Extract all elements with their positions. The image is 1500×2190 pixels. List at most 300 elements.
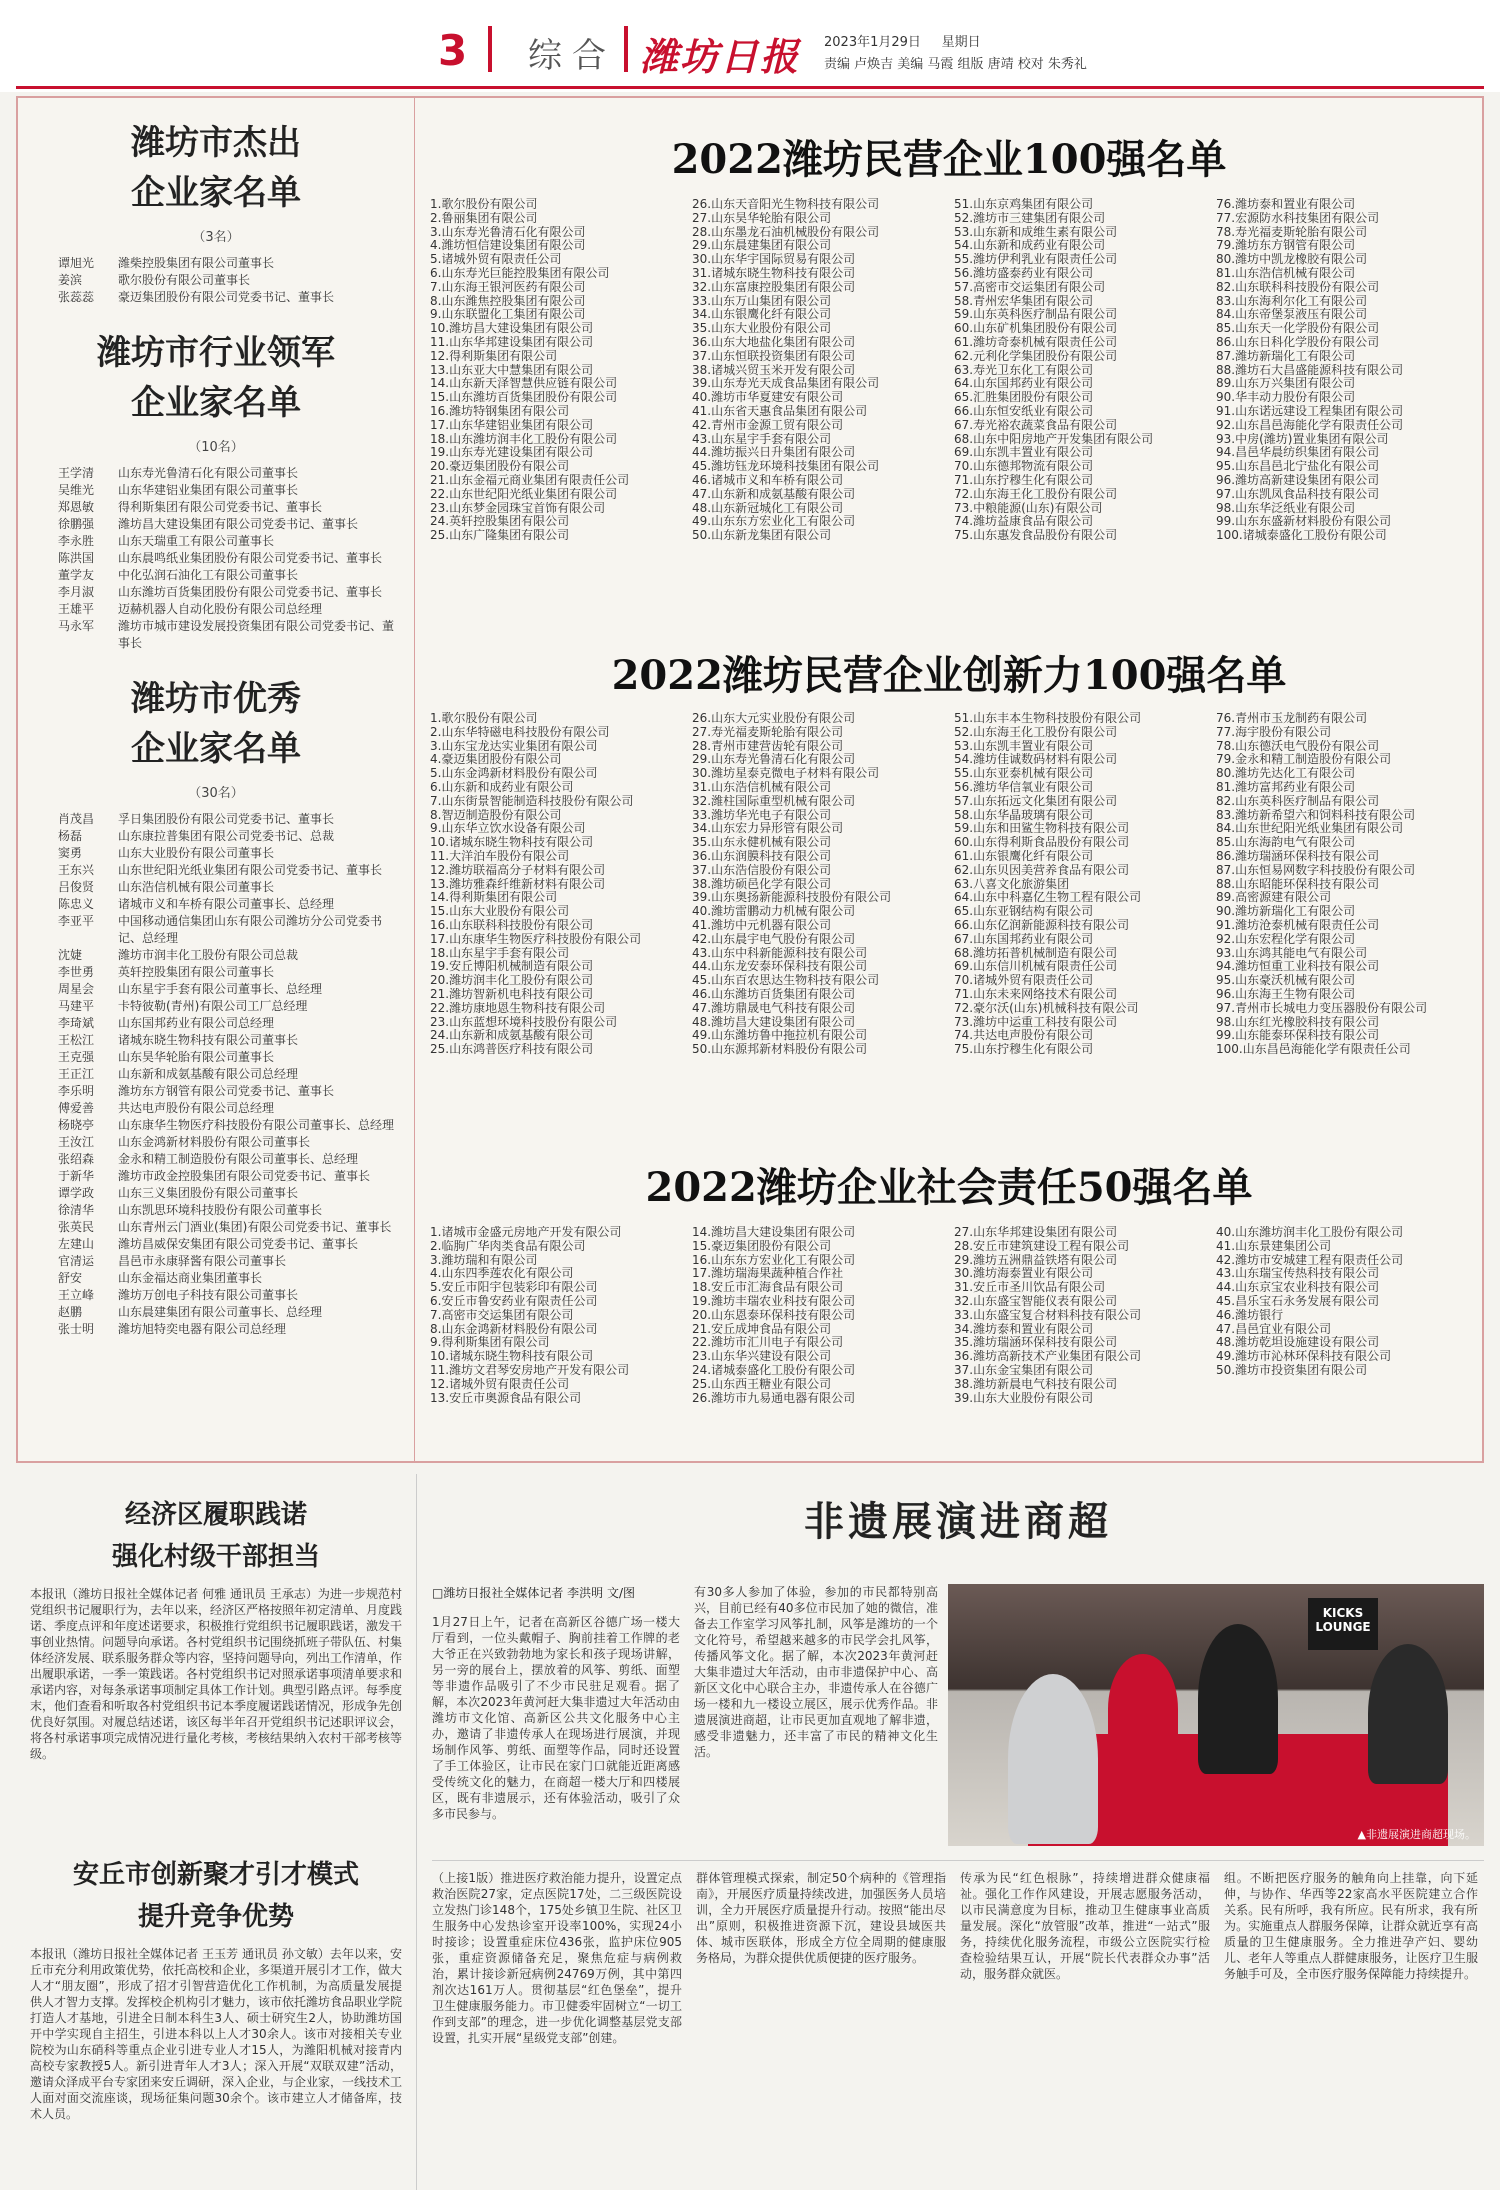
company-item: 39.山东奥扬新能源科技股份有限公司 — [692, 891, 892, 905]
company-item: 100.诸城泰盛化工股份有限公司 — [1216, 529, 1387, 543]
person-name: 窦勇 — [58, 846, 83, 860]
list-item — [58, 550, 402, 567]
company-item: 18.山东星宇手套有限公司 — [430, 946, 570, 960]
company-item: 86.潍坊瑞涵环保科技有限公司 — [1216, 849, 1380, 863]
company-item: 71.山东未来网络技术有限公司 — [954, 987, 1118, 1001]
company-item: 83.山东海利尔化工有限公司 — [1216, 294, 1368, 308]
company-item: 52.山东海王化工股份有限公司 — [954, 725, 1118, 739]
company-item: 85.山东海韵电气有限公司 — [1216, 836, 1356, 850]
list-item — [58, 1151, 402, 1168]
list-item — [58, 255, 402, 272]
person-name: 李世勇 — [58, 965, 95, 979]
person-name: 王东兴 — [58, 863, 95, 877]
company-item: 39.山东寿光天成食品集团有限公司 — [692, 377, 880, 391]
company-item: 13.潍坊雅森纤维新材料有限公司 — [430, 877, 606, 891]
person-figure — [1198, 1624, 1278, 1774]
company-item: 46.诸城市义和车桥有限公司 — [692, 473, 844, 487]
company-item: 2.鲁丽集团有限公司 — [430, 211, 538, 225]
person-role: 卡特彼勒(青州)有限公司工厂总经理 — [118, 999, 308, 1013]
company-item: 17.山东华建铝业集团有限公司 — [430, 418, 594, 432]
list1-subtitle: 企业家名单 — [131, 173, 301, 213]
company-item: 46.山东潍坊百货集团有限公司 — [692, 987, 856, 1001]
person-role: 山东华建铝业集团有限公司董事长 — [118, 483, 299, 497]
company-item: 91.山东诺远建设工程集团有限公司 — [1216, 404, 1404, 418]
paper-logo: 潍坊日报 — [640, 34, 801, 79]
entrepreneur-lists — [18, 98, 415, 1461]
list-item — [58, 289, 402, 306]
company-item: 6.安丘市鲁安药业有限责任公司 — [430, 1294, 598, 1308]
article4-body: （上接1版）推进医疗救治能力提升，设置定点救治医院27家，定点医院17处，二三级医院设立发热门诊148个，175处乡镇卫生院、社区卫生服务中心发热诊室开设率100%，实现24小时接诊；设置重症床位436张，监护床位905张，重症资源储备充足，聚焦危症与病例救治，累计接诊新冠病例24769万例，其中第四剂次达161万人。贯彻基层“红色堡垒”，提升卫生健康服务能力。市卫健委牢固树立“一切工作到支部”的理念，进一步优化调整基层党支部设置，扎实开展“星级党支部”创建。 — [432, 1871, 682, 2045]
company-item: 31.诸城东晓生物科技有限公司 — [692, 266, 856, 280]
person-name: 于新华 — [58, 1169, 95, 1183]
company-item: 41.山东景建集团公司 — [1216, 1239, 1332, 1253]
person-role: 潍坊昌威保安集团有限公司党委书记、董事长 — [118, 1237, 359, 1251]
company-item: 70.诸城外贸有限责任公司 — [954, 974, 1094, 988]
company-item: 18.山东潍坊润丰化工股份有限公司 — [430, 432, 618, 446]
company-item: 5.山东金鸿新材料股份有限公司 — [430, 767, 598, 781]
company-item: 7.山东街景智能制造科技股份有限公司 — [430, 794, 634, 808]
person-role: 诸城市义和车桥有限公司董事长、总经理 — [118, 897, 335, 911]
company-item: 72.豪尔沃(山东)机械科技有限公司 — [954, 1001, 1139, 1015]
company-item: 15.山东潍坊百货集团股份有限公司 — [430, 391, 618, 405]
staff-credits: 责编 卢焕吉 美编 马霞 组版 唐靖 校对 朱秀礼 — [824, 57, 1087, 72]
person-role: 英轩控股集团有限公司董事长 — [118, 965, 275, 979]
company-item: 3.山东寿光鲁清石化有限公司 — [430, 225, 586, 239]
company-item: 48.潍坊昌大建设集团有限公司 — [692, 1015, 856, 1029]
company-item: 33.山东万山集团有限公司 — [692, 294, 832, 308]
company-item: 43.山东中科新能源科技有限公司 — [692, 946, 868, 960]
list-item — [58, 811, 402, 828]
article3-headline: 非遗展演进商超 — [804, 1498, 1112, 1545]
company-item: 30.潍坊星泰克微电子材料有限公司 — [692, 767, 880, 781]
company-item: 14.山东新天泽智慧供应链有限公司 — [430, 377, 618, 391]
company-item: 16.山东联科科技股份有限公司 — [430, 918, 594, 932]
company-item: 91.潍坊沧泰机械有限责任公司 — [1216, 918, 1380, 932]
company-item: 44.山东京宝农业科技有限公司 — [1216, 1281, 1380, 1295]
company-item: 36.山东大地盐化集团有限公司 — [692, 335, 856, 349]
company-column — [954, 712, 1216, 1057]
company-item: 6.山东寿光巨能控股集团有限公司 — [430, 266, 610, 280]
company-item: 10.诸城东晓生物科技有限公司 — [430, 836, 594, 850]
company-item: 63.寿光卫东化工有限公司 — [954, 363, 1094, 377]
company-column — [430, 198, 692, 543]
company-item: 76.潍坊泰和置业有限公司 — [1216, 198, 1356, 211]
company-item: 42.潍坊市安城建工程有限责任公司 — [1216, 1253, 1404, 1267]
divider — [488, 26, 492, 72]
company-item: 89.山东万兴集团有限公司 — [1216, 377, 1356, 391]
list-item — [58, 947, 402, 964]
photo-caption: ▲非遗展演进商超现场。 — [1357, 1828, 1476, 1841]
person-role: 山东大业股份有限公司董事长 — [118, 846, 275, 860]
person-name: 姜滨 — [58, 273, 83, 287]
company-item: 90.潍坊新瑞化工有限公司 — [1216, 905, 1356, 919]
person-name: 王正江 — [58, 1067, 95, 1081]
company-item: 46.潍坊银行 — [1216, 1308, 1284, 1322]
list-item — [58, 1236, 402, 1253]
company-item: 3.山东宝龙达实业集团有限公司 — [430, 739, 598, 753]
list-item — [58, 1049, 402, 1066]
left-articles — [16, 1474, 417, 2190]
person-name: 张英民 — [58, 1220, 95, 1234]
person-role: 山东青州云门酒业(集团)有限公司党委书记、董事长 — [118, 1220, 392, 1234]
company-item: 80.潍坊中凯龙橡胶有限公司 — [1216, 253, 1368, 267]
company-item: 31.山东浩信机械有限公司 — [692, 780, 832, 794]
masthead-rule — [16, 86, 1484, 89]
company-item: 5.诸城外贸有限责任公司 — [430, 253, 562, 267]
company-column — [1216, 1226, 1478, 1378]
person-role: 金永和精工制造股份有限公司董事长、总经理 — [118, 1152, 359, 1166]
list-item — [58, 862, 402, 879]
company-item: 78.寿光福麦斯轮胎有限公司 — [1216, 225, 1368, 239]
person-name: 王立峰 — [58, 1288, 95, 1302]
company-item: 4.山东四季莲农化有限公司 — [430, 1267, 574, 1281]
person-name: 张绍森 — [58, 1152, 95, 1166]
company-item: 11.山东华邦建设集团有限公司 — [430, 335, 594, 349]
company-item: 88.山东昭能环保科技有限公司 — [1216, 877, 1380, 891]
person-name: 董学友 — [58, 568, 95, 582]
company-item: 92.山东宏程化学有限公司 — [1216, 932, 1356, 946]
list1 — [18, 255, 414, 306]
company-item: 24.诸城泰盛化工股份有限公司 — [692, 1363, 856, 1377]
rankings-frame — [16, 96, 1484, 1463]
person-name: 谭学政 — [58, 1186, 95, 1200]
company-item: 51.山东丰本生物科技股份有限公司 — [954, 712, 1142, 725]
company-item: 37.山东金宝集团有限公司 — [954, 1363, 1094, 1377]
company-item: 15.豪迈集团股份有限公司 — [692, 1239, 832, 1253]
company-item: 82.山东联科科技股份有限公司 — [1216, 280, 1380, 294]
company-item: 56.潍坊华信氧业有限公司 — [954, 780, 1094, 794]
company-item: 13.安丘市奥源食品有限公司 — [430, 1391, 582, 1405]
person-role: 山东新和成氨基酸有限公司总经理 — [118, 1067, 299, 1081]
news-section — [16, 1474, 1484, 2190]
article4-body-cont3: 组。不断把医疗服务的触角向上挂靠，向下延伸，与协作、华西等22家高水平医院建立合作关系。民有所呼，我有所应。民有所求，我有所为。实施重点人群服务保障，让群众就近享有高质量的卫生健康服务。全力推进孕产妇、婴幼儿、老年人等重点人群健康服务，让医疗卫生服务触手可及，全市医疗服务保障能力持续提升。 — [1224, 1871, 1478, 1981]
company-item: 14.得利斯集团有限公司 — [430, 891, 558, 905]
article1-subhead: 强化村级干部担当 — [111, 1542, 320, 1572]
person-name: 杨磊 — [58, 829, 83, 843]
list-item — [58, 828, 402, 845]
person-name: 张士明 — [58, 1322, 95, 1336]
person-name: 李永胜 — [58, 534, 95, 548]
company-item: 58.山东华晶玻璃有限公司 — [954, 808, 1094, 822]
company-item: 27.山东华邦建设集团有限公司 — [954, 1226, 1118, 1239]
list1-title: 潍坊市杰出 — [131, 123, 301, 163]
list-item — [58, 1219, 402, 1236]
company-column — [692, 712, 954, 1057]
list2 — [18, 465, 414, 652]
company-item: 93.山东鸿其能电气有限公司 — [1216, 946, 1368, 960]
company-item: 49.山东东方宏业化工有限公司 — [692, 515, 856, 529]
company-item: 45.潍坊钰龙环境科技集团有限公司 — [692, 460, 880, 474]
masthead — [0, 0, 1500, 92]
company-item: 9.得利斯集团有限公司 — [430, 1336, 550, 1350]
company-item: 21.安丘成坤食品有限公司 — [692, 1322, 832, 1336]
company-item: 35.山东永健机械有限公司 — [692, 836, 832, 850]
company-item: 89.高密源建有限公司 — [1216, 891, 1332, 905]
company-column — [1216, 712, 1478, 1057]
person-name: 王松江 — [58, 1033, 95, 1047]
company-item: 94.潍坊恒重工业科技有限公司 — [1216, 960, 1380, 974]
list-item — [58, 618, 402, 652]
company-item: 56.潍坊盛泰药业有限公司 — [954, 266, 1094, 280]
company-item: 83.潍坊新希望六和饲料科技有限公司 — [1216, 808, 1416, 822]
company-item: 45.山东百农思达生物科技有限公司 — [692, 974, 880, 988]
company-item: 90.华丰动力股份有限公司 — [1216, 391, 1356, 405]
company-item: 22.潍坊市汇川电子有限公司 — [692, 1336, 844, 1350]
company-item: 29.山东寿光鲁清石化有限公司 — [692, 753, 856, 767]
person-name: 王汝江 — [58, 1135, 95, 1149]
company-item: 15.山东大业股份有限公司 — [430, 905, 570, 919]
company-item: 44.山东龙安泰环保科技有限公司 — [692, 960, 868, 974]
company-item: 2.临朐广华肉类食品有限公司 — [430, 1239, 586, 1253]
list-item — [58, 1185, 402, 1202]
company-item: 60.山东得利斯食品股份有限公司 — [954, 836, 1130, 850]
company-item: 18.安丘市汇海食品有限公司 — [692, 1281, 844, 1295]
company-item: 78.山东德沃电气股份有限公司 — [1216, 739, 1380, 753]
company-item: 25.山东鸿普医疗科技有限公司 — [430, 1043, 594, 1057]
list-item — [58, 845, 402, 862]
company-item: 81.潍坊富邦药业有限公司 — [1216, 780, 1356, 794]
company-item: 32.山东富康控股集团有限公司 — [692, 280, 856, 294]
company-item: 16.潍坊特钢集团有限公司 — [430, 404, 570, 418]
divider — [432, 1860, 1484, 1861]
company-item: 69.山东信川机械有限责任公司 — [954, 960, 1118, 974]
company-item: 12.潍坊联福高分子材料有限公司 — [430, 863, 606, 877]
company-item: 16.山东东方宏业化工有限公司 — [692, 1253, 856, 1267]
person-role: 山东康华生物医疗科技股份有限公司董事长、总经理 — [118, 1118, 395, 1132]
company-item: 36.山东润膜科技有限公司 — [692, 849, 832, 863]
list-item — [58, 1066, 402, 1083]
company-item: 65.汇胜集团股份有限公司 — [954, 391, 1094, 405]
person-figure — [1108, 1654, 1178, 1764]
company-item: 50.潍坊市投资集团有限公司 — [1216, 1363, 1368, 1377]
company-item: 69.山东凯丰置业有限公司 — [954, 446, 1094, 460]
person-role: 中化弘润石油化工有限公司董事长 — [118, 568, 299, 582]
list-item — [58, 465, 402, 482]
person-name: 马建平 — [58, 999, 95, 1013]
company-item: 66.山东恒安纸业有限公司 — [954, 404, 1094, 418]
company-item: 26.潍坊市九易通电器有限公司 — [692, 1391, 856, 1405]
company-item: 5.安丘市阳宇包装彩印有限公司 — [430, 1281, 598, 1295]
company-item: 40.山东潍坊润丰化工股份有限公司 — [1216, 1226, 1404, 1239]
company-item: 28.山东墨龙石油机械股份有限公司 — [692, 225, 880, 239]
company-item: 22.山东世纪阳光纸业集团有限公司 — [430, 487, 618, 501]
company-item: 49.潍坊市沁林环保科技有限公司 — [1216, 1350, 1392, 1364]
list-item — [58, 1202, 402, 1219]
company-item: 43.山东瑞宝传热科技有限公司 — [1216, 1267, 1380, 1281]
person-figure — [1008, 1674, 1098, 1844]
person-name: 郑恩敏 — [58, 500, 95, 514]
person-role: 共达电声股份有限公司总经理 — [118, 1101, 275, 1115]
news-photo — [948, 1584, 1484, 1846]
article3-body-cont: 有30多人参加了体验，参加的市民都特别高兴，目前已经有40多位市民加了她的微信，准备去工作室学习风筝扎制，风筝是潍坊的一个文化符号，希望越来越多的市民学会扎风筝，传播风筝文化。据了解，本次2023年黄河赶大集非遗过大年活动，由市非遗保护中心、高新区文化中心联合主办，非遗传承人在谷德广场一楼和九一楼设立展区，展示优秀作品。非遗展演进商超，让市民更加直观地了解非遗，感受非遗魅力，还丰富了市民的精神文化生活。 — [694, 1585, 938, 1759]
list3 — [18, 811, 414, 1338]
company-item: 17.山东康华生物医疗科技股份有限公司 — [430, 932, 642, 946]
list-item — [58, 1304, 402, 1321]
company-item: 71.山东拧穆生化有限公司 — [954, 473, 1094, 487]
company-item: 23.山东梦金园珠宝首饰有限公司 — [430, 501, 606, 515]
person-role: 潍坊东方钢管有限公司党委书记、董事长 — [118, 1084, 335, 1098]
company-item: 38.潍坊新晨电气科技有限公司 — [954, 1377, 1118, 1391]
company-item: 41.山东省天惠食品集团有限公司 — [692, 404, 868, 418]
company-item: 61.山东银鹰化纤有限公司 — [954, 849, 1094, 863]
company-item: 67.山东国邦药业有限公司 — [954, 932, 1094, 946]
list-item — [58, 1287, 402, 1304]
article3-byline: □潍坊日报社全媒体记者 李洪明 文/图 — [432, 1586, 636, 1600]
company-item: 80.潍坊先达化工有限公司 — [1216, 767, 1356, 781]
article2-headline: 安丘市创新聚才引才模式 — [72, 1860, 359, 1890]
company-item: 39.山东大业股份有限公司 — [954, 1391, 1094, 1405]
company-item: 31.安丘市圣川饮品有限公司 — [954, 1281, 1106, 1295]
company-item: 52.潍坊市三建集团有限公司 — [954, 211, 1106, 225]
person-role: 山东国邦药业有限公司总经理 — [118, 1016, 275, 1030]
person-role: 诸城东晓生物科技有限公司董事长 — [118, 1033, 299, 1047]
company-item: 19.安丘博阳机械制造有限公司 — [430, 960, 594, 974]
company-item: 11.潍坊文君琴安房地产开发有限公司 — [430, 1363, 630, 1377]
company-item: 67.寿光裕农蔬菜食品有限公司 — [954, 418, 1118, 432]
person-role: 潍坊市政金控股集团有限公司党委书记、董事长 — [118, 1169, 371, 1183]
list-item — [58, 1117, 402, 1134]
list2-subtitle: 企业家名单 — [131, 383, 301, 423]
company-item: 2.山东华特磁电科技股份有限公司 — [430, 725, 610, 739]
company-item: 27.寿光福麦斯轮胎有限公司 — [692, 725, 844, 739]
company-item: 26.山东天音阳光生物科技有限公司 — [692, 198, 880, 211]
company-item: 34.山东宏力异形管有限公司 — [692, 822, 844, 836]
person-name: 官清运 — [58, 1254, 95, 1268]
company-item: 28.安丘市建筑建设工程有限公司 — [954, 1239, 1130, 1253]
company-item: 29.潍坊五洲鼎益铁塔有限公司 — [954, 1253, 1118, 1267]
company-column — [954, 1226, 1216, 1405]
person-role: 得利斯集团有限公司党委书记、董事长 — [118, 500, 323, 514]
company-item: 99.山东能泰环保科技有限公司 — [1216, 1029, 1380, 1043]
company-item: 87.潍坊新瑞化工有限公司 — [1216, 349, 1356, 363]
person-role: 潍坊市润丰化工股份有限公司总裁 — [118, 948, 299, 962]
company-item: 8.山东潍焦控股集团有限公司 — [430, 294, 586, 308]
company-column — [954, 198, 1216, 543]
person-name: 徐鹏强 — [58, 517, 95, 531]
company-item: 14.潍坊昌大建设集团有限公司 — [692, 1226, 856, 1239]
feature-article — [432, 1474, 1484, 2190]
article2-body: 本报讯（潍坊日报社全媒体记者 王玉芳 通讯员 孙文敏）去年以来，安丘市充分利用政策优势，依托高校和企业，多渠道开展引才工作，做大人才“朋友圈”，形成了招才引智营造优化工作机制，为高质量发展提供人才智力支撑。发挥校企机构引才魅力，该市依托潍坊食品职业学院打造人才基地，引进全日制本科生3人、硕士研究生2人，协助潍坊国开中学实现自主招生，引进本科以上人才30余人。该市对接相关专业院校为山东硝科等重点企业引进专业人才15人，为潍阳机械对接青内高校专家教授5人。新引进青年人才3人；深入开展“双联双建”活动，邀请众泽成平台专家团来安丘调研，深入企业，与企业家，一线技术工人面对面交流座谈，现场征集问题30余个。该市建立人才储备库，技术人员。 — [30, 1947, 403, 2121]
company-item: 47.昌邑宜业有限公司 — [1216, 1322, 1332, 1336]
person-name: 马永军 — [58, 619, 95, 633]
company-item: 30.山东华宇国际贸易有限公司 — [692, 253, 856, 267]
company-item: 92.山东昌邑海能化学有限责任公司 — [1216, 418, 1404, 432]
company-item: 95.山东昌邑北宁盐化有限公司 — [1216, 460, 1380, 474]
issue-weekday: 星期日 — [941, 35, 981, 50]
responsibility50-title: 2022潍坊企业社会责任50强名单 — [645, 1164, 1253, 1211]
company-item: 82.山东英科医疗制品有限公司 — [1216, 794, 1380, 808]
company-item: 4.潍坊恒信建设集团有限公司 — [430, 239, 586, 253]
list-item — [58, 981, 402, 998]
list-item — [58, 482, 402, 499]
company-item: 29.山东晨建集团有限公司 — [692, 239, 832, 253]
list3-subtitle: 企业家名单 — [131, 729, 301, 769]
person-role: 潍坊昌大建设集团有限公司党委书记、董事长 — [118, 517, 359, 531]
issue-meta — [824, 32, 1087, 76]
list-item — [58, 1083, 402, 1100]
person-name: 左建山 — [58, 1237, 95, 1251]
company-item: 66.山东亿润新能源科技有限公司 — [954, 918, 1130, 932]
company-item: 20.山东恩泰环保科技有限公司 — [692, 1308, 856, 1322]
company-item: 45.昌乐宝石永务发展有限公司 — [1216, 1294, 1380, 1308]
article1-headline: 经济区履职践诺 — [124, 1500, 307, 1530]
company-item: 6.山东新和成药业有限公司 — [430, 780, 574, 794]
company-item: 23.山东华兴建设有限公司 — [692, 1350, 832, 1364]
company-item: 33.山东盛宝复合材料科技有限公司 — [954, 1308, 1142, 1322]
company-item: 36.潍坊高新技术产业集团有限公司 — [954, 1350, 1142, 1364]
company-item: 55.山东亚泰机械有限公司 — [954, 767, 1094, 781]
person-role: 潍坊旭特奕电器有限公司总经理 — [118, 1322, 287, 1336]
list-item — [58, 601, 402, 618]
person-role: 歌尔股份有限公司董事长 — [118, 273, 251, 287]
article2-subhead: 提升竞争优势 — [137, 1902, 294, 1932]
company-item: 22.潍坊康地恩生物科技有限公司 — [430, 1001, 606, 1015]
company-item: 74.潍坊益康食品有限公司 — [954, 515, 1094, 529]
company-item: 34.潍坊泰和置业有限公司 — [954, 1322, 1094, 1336]
person-role: 迈赫机器人自动化股份有限公司总经理 — [118, 602, 323, 616]
person-role: 山东世纪阳光纸业集团有限公司党委书记、董事长 — [118, 863, 383, 877]
company-item: 1.诸城市金盛元房地产开发有限公司 — [430, 1226, 622, 1239]
company-item: 32.潍柱国际重型机械有限公司 — [692, 794, 856, 808]
company-item: 86.山东日科化学股份有限公司 — [1216, 335, 1380, 349]
company-item: 37.山东恒联投资集团有限公司 — [692, 349, 856, 363]
company-item: 19.潍坊丰瑞农业科技有限公司 — [692, 1294, 856, 1308]
company-item: 87.山东恒易网数字科技股份有限公司 — [1216, 863, 1416, 877]
person-name: 陈忠义 — [58, 897, 95, 911]
company-item: 37.山东浩信股份有限公司 — [692, 863, 832, 877]
person-name: 傅爱善 — [58, 1101, 95, 1115]
person-name: 王雄平 — [58, 602, 95, 616]
company-column — [692, 1226, 954, 1405]
article4-body-cont2: 传承为民“红色根脉”，持续增进群众健康福祉。强化工作作风建设，开展志愿服务活动，以市民满意度为目标，推动卫生健康事业高质量发展。深化“放管服”改革，推进“一站式”服务，持续优化服务流程，市级公立医院实行检查检验结果互认，开展“院长代表群众办事”活动，服务群众就医。 — [960, 1871, 1210, 1981]
person-name: 杨晓亭 — [58, 1118, 95, 1132]
company-item: 40.潍坊雷鹏动力机械有限公司 — [692, 905, 856, 919]
company-item: 21.山东金福元商业集团有限责任公司 — [430, 473, 630, 487]
person-role: 山东晨鸣纸业集团股份有限公司党委书记、董事长 — [118, 551, 383, 565]
person-name: 周星会 — [58, 982, 95, 996]
divider — [624, 26, 628, 72]
company-item: 1.歌尔股份有限公司 — [430, 712, 538, 725]
person-name: 徐清华 — [58, 1203, 95, 1217]
company-item: 44.潍坊振兴日升集团有限公司 — [692, 446, 856, 460]
company-item: 51.山东京鸡集团有限公司 — [954, 198, 1094, 211]
person-name: 李琦斌 — [58, 1016, 95, 1030]
person-figure — [1368, 1644, 1448, 1784]
company-item: 64.山东国邦药业有限公司 — [954, 377, 1094, 391]
company-item: 20.豪迈集团股份有限公司 — [430, 460, 570, 474]
company-item: 9.山东联盟化工集团有限公司 — [430, 308, 586, 322]
company-item: 62.元利化学集团股份有限公司 — [954, 349, 1118, 363]
company-item: 43.山东星宇手套有限公司 — [692, 432, 832, 446]
top100-list — [430, 198, 1480, 543]
company-item: 62.山东贝因美营养食品有限公司 — [954, 863, 1130, 877]
person-name: 舒安 — [58, 1271, 83, 1285]
person-name: 吴维光 — [58, 483, 95, 497]
company-item: 25.山东西王糖业有限公司 — [692, 1377, 832, 1391]
store-sign: KICKS LOUNGE — [1308, 1598, 1378, 1650]
person-role: 山东潍坊百货集团股份有限公司党委书记、董事长 — [118, 585, 383, 599]
company-item: 4.豪迈集团股份有限公司 — [430, 753, 562, 767]
list-item — [58, 533, 402, 550]
company-item: 96.潍坊高新建设集团有限公司 — [1216, 473, 1380, 487]
list-item — [58, 1253, 402, 1270]
company-column — [692, 198, 954, 543]
company-item: 27.山东昊华轮胎有限公司 — [692, 211, 832, 225]
company-item: 7.高密市交运集团有限公司 — [430, 1308, 574, 1322]
company-item: 50.山东新龙集团有限公司 — [692, 529, 832, 543]
person-name: 李月淑 — [58, 585, 95, 599]
list-item — [58, 1015, 402, 1032]
